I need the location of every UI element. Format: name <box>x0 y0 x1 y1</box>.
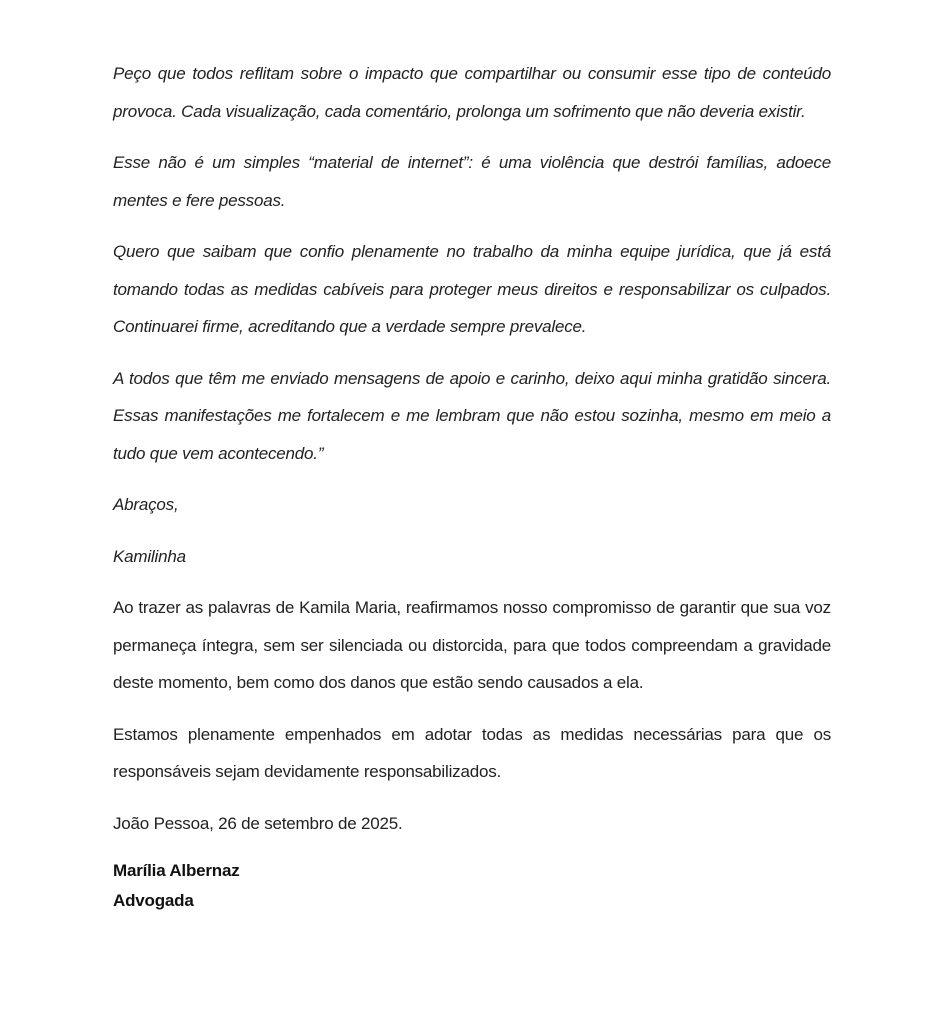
signer-name: Marília Albernaz <box>113 861 240 880</box>
body-paragraph: Ao trazer as palavras de Kamila Maria, reafirmamos nosso compromisso de garantir que sua voz permaneça íntegra, sem ser silenciada ou distorcida, para que todos compreendam a gravidade deste momento, bem como dos danos que estão sendo causados a ela. <box>113 598 831 692</box>
quote-paragraph: Esse não é um simples “material de internet”: é uma violência que destrói famílias, adoece mentes e fere pessoas. <box>113 153 831 210</box>
quote-paragraph: A todos que têm me enviado mensagens de apoio e carinho, deixo aqui minha gratidão sincera. Essas manifestações me fortalecem e me lembram que não estou sozinha, mesmo em meio a tudo que vem acontecendo.” <box>113 368 831 463</box>
closing-line: Abraços, <box>113 495 179 514</box>
quote-paragraph: Peço que todos reflitam sobre o impacto que compartilhar ou consumir esse tipo de conteúdo provoca. Cada visualização, cada comentário, prolonga um sofrimento que não deveria existir. <box>113 64 831 121</box>
body-paragraph: Estamos plenamente empenhados em adotar todas as medidas necessárias para que os responsáveis sejam devidamente responsabilizados. <box>113 724 831 781</box>
quote-signature: Kamilinha <box>113 546 186 566</box>
signature-block <box>113 856 831 916</box>
place-date: João Pessoa, 26 de setembro de 2025. <box>113 813 403 833</box>
quote-paragraph: Quero que saibam que confio plenamente no trabalho da minha equipe jurídica, que já está tomando todas as medidas cabíveis para proteger meus direitos e responsabilizar os culpados. Continuarei firme, acreditando que a verdade sempre prevalece. <box>113 242 831 336</box>
document-page <box>113 55 831 916</box>
signer-title: Advogada <box>113 891 194 910</box>
